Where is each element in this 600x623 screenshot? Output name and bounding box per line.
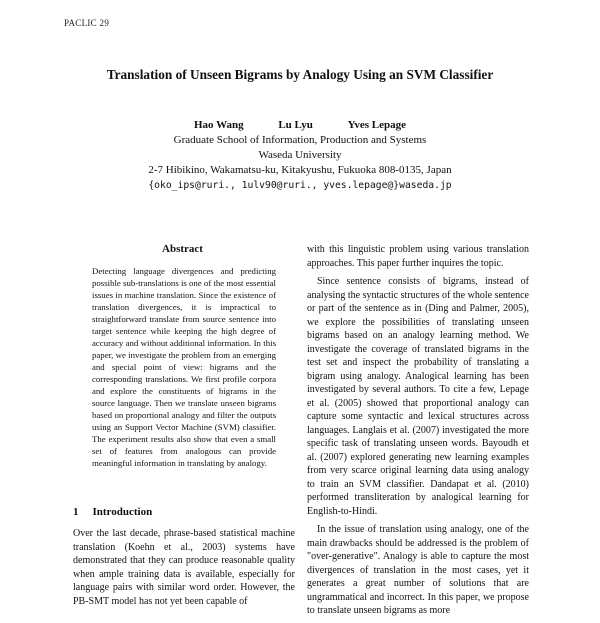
running-header: PACLIC 29 (64, 18, 110, 28)
intro-paragraph: Over the last decade, phrase-based statistical machine translation (Koehn et al., 2003) systems have demonstrated that they can produce reasonable quality when ample training data is available, especially for language pairs with similar word order. However, the PB-SMT model has not yet been capable of (73, 528, 295, 607)
author-name: Lu Lyu (278, 119, 313, 131)
address: 2-7 Hibikino, Wakamatsu-ku, Kitakyushu, Fukuoka 808-0135, Japan (148, 164, 452, 176)
abstract-heading: Abstract (162, 243, 203, 255)
author-name: Hao Wang (193, 119, 244, 131)
abstract-text: Detecting language divergences and predicting possible sub-translations is one of the most essential issues in machine translation. Since the existence of translation divergences, it is impractical to straightforward translate from source sentence into target sentence while keeping the high degree of accuracy and without additional information. In this paper, we investigate the problem from an emerging and special point of view: bigrams and the corresponding translations. We first profile corpora and explore the constituents of bigrams in the source language. Then we translate unseen bigrams based on proportional analogy and filter the outputs using an Support Vector Machine (SVM) classifier. The experiment results also show that even a small set of features from analogous can provide meaningful information in translating by analogy. (92, 266, 276, 468)
author-block (0, 118, 600, 193)
affiliation: Graduate School of Information, Production and Systems (173, 134, 427, 146)
section-number: 1 (73, 506, 79, 518)
university: Waseda University (258, 149, 342, 161)
author-names (0, 118, 600, 133)
body-paragraph: In the issue of translation using analogy, one of the main drawbacks should be addressed is the problem of "over-generative". Analogy is able to capture the most divergences of translation in the most cases, yet it generates a great number of solutions that are ungrammatical and incorrect. In this paper, we propose to translate unseen bigrams as more (307, 524, 529, 616)
author-emails: {oko_ips@ruri., 1ulv90@ruri., yves.lepage@}waseda.jp (148, 180, 452, 191)
section-heading (73, 506, 152, 518)
author-name: Yves Lepage (347, 119, 407, 131)
section-title: Introduction (92, 506, 153, 518)
body-paragraph: with this linguistic problem using various translation approaches. This paper further inquires the topic. (307, 244, 529, 269)
paper-title: Translation of Unseen Bigrams by Analogy Using an SVM Classifier (106, 67, 494, 82)
body-paragraph: Since sentence consists of bigrams, instead of analysing the syntactic structures of the whole sentence or part of the sentence as in (Ding and Palmer, 2005), we explore the possibilities of translating unseen bigrams based on an analogy learning method. We investigate the coverage of translated bigrams in the test set and inspect the probability of translating a bigram using analogy. Analogical learning has been investigated by several authors. To cite a few, Lepage et al. (2005) showed that proportional analogy can capture some syntactic and lexical structures across languages. Langlais et al. (2007) investigated the more specific task of translating unseen words. Bayoudh et al. (2007) explored generating new learning examples from very scarce original learning data using analogy to train an SVM classifier. Dandapat et al. (2010) performed transliteration by analogical learning for English-to-Hindi. (307, 276, 529, 517)
right-column (307, 243, 529, 623)
